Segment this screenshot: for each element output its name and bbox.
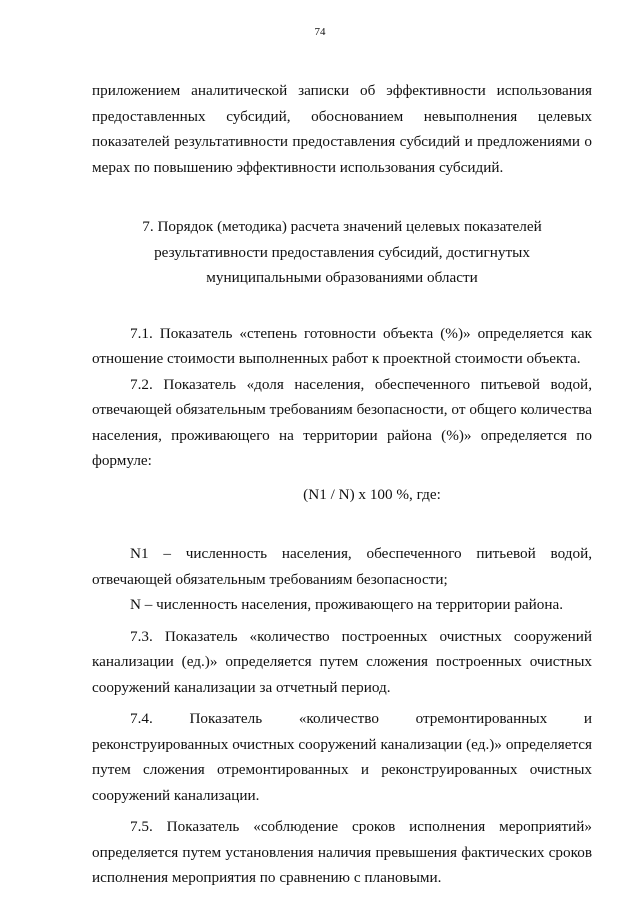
paragraph-7-1: 7.1. Показатель «степень готовности объекта (%)» определяется как отношение стоимости выполненных работ к проектной стоимости объекта. (92, 324, 592, 367)
paragraph-7-2: 7.2. Показатель «доля населения, обеспеченного питьевой водой, отвечающей обязательным требованиям безопасности, от общего количества населения, проживающего на территории района (%)» определяется по формуле: (92, 375, 592, 469)
formula: (N1 / N) x 100 %, где: (303, 485, 441, 503)
section-heading-line-3: муниципальными образованиями области (206, 269, 478, 286)
paragraph-7-4: 7.4. Показатель «количество отремонтированных и реконструированных очистных сооружений канализации (ед.)» определяется путем сложения отремонтированных и реконструированных очистных сооружений канализации. (92, 710, 592, 804)
document-body (92, 78, 592, 891)
definition-n1: N1 – численность населения, обеспеченного питьевой водой, отвечающей обязательным требованиям безопасности; (92, 545, 592, 588)
page-number: 74 (314, 26, 326, 38)
paragraph-7-5: 7.5. Показатель «соблюдение сроков исполнения мероприятий» определяется путем установления наличия превышения фактических сроков исполнения мероприятия по сравнению с плановыми. (92, 818, 592, 886)
section-heading-line-2: результативности предоставления субсидий, достигнутых (154, 243, 530, 261)
definition-n: N – численность населения, проживающего на территории района. (130, 596, 564, 613)
paragraph-7-3: 7.3. Показатель «количество построенных очистных сооружений канализации (ед.)» определяется путем сложения построенных очистных сооружений канализации за отчетный период. (92, 627, 592, 696)
intro-paragraph: приложением аналитической записки об эффективности использования предоставленных субсидий, обоснованием невыполнения целевых показателей результативности предоставления субсидий и предложениями о мерах по повышению эффективности использования субсидий. (92, 82, 592, 176)
section-heading-line-1: 7. Порядок (методика) расчета значений целевых показателей (142, 218, 542, 235)
section-heading (92, 214, 592, 291)
